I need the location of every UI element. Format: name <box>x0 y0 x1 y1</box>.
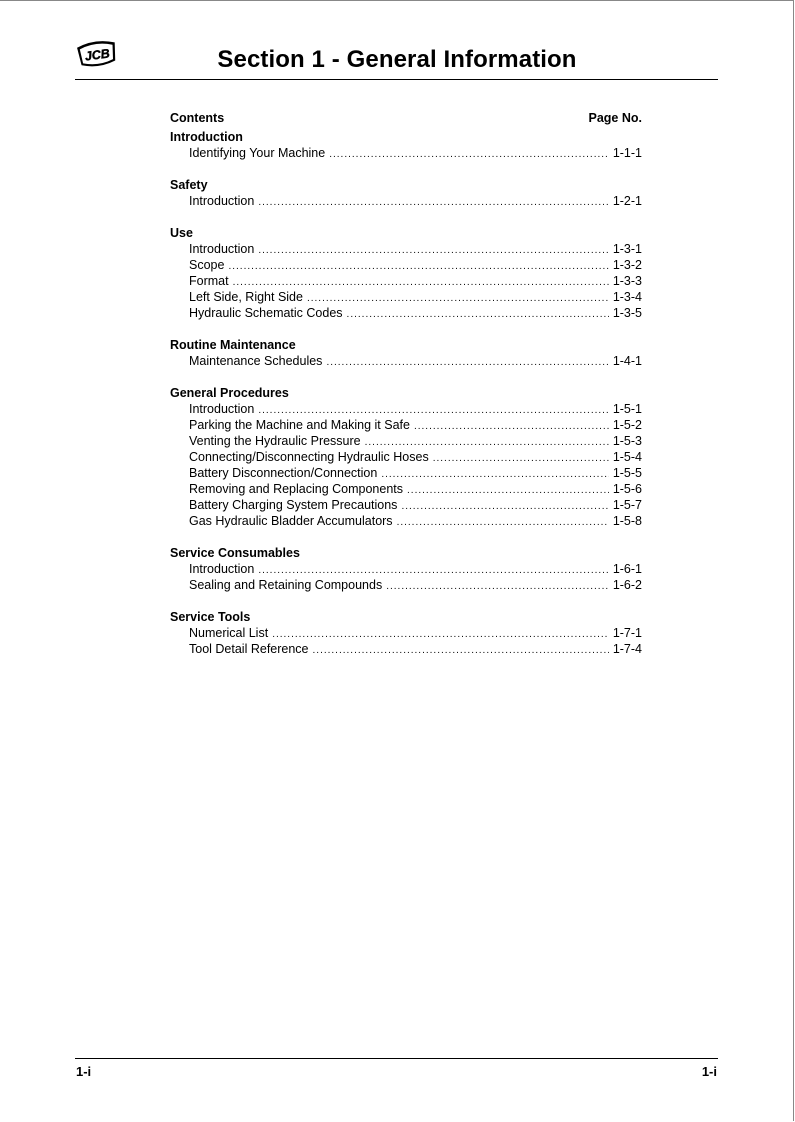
toc-entry-page: 1-6-1 <box>612 562 642 576</box>
toc-entry[interactable] <box>170 497 642 513</box>
dot-leader <box>414 419 609 433</box>
toc-entry-label: Parking the Machine and Making it Safe <box>189 418 410 432</box>
toc-entry[interactable] <box>170 561 642 577</box>
toc-entry-page: 1-3-1 <box>612 242 642 256</box>
toc-entry-label: Introduction <box>189 242 255 256</box>
toc-entry-label: Removing and Replacing Components <box>189 482 404 496</box>
toc-section-title: Safety <box>170 178 208 192</box>
toc-entry[interactable] <box>170 625 642 641</box>
toc-header <box>170 110 642 126</box>
dot-leader <box>258 195 608 209</box>
toc-entry-label: Maintenance Schedules <box>189 354 323 368</box>
dot-leader <box>401 499 608 513</box>
toc-entry-page: 1-6-2 <box>612 578 642 592</box>
logo-text: JCB <box>83 46 111 64</box>
toc-entry-page: 1-5-2 <box>612 418 642 432</box>
toc-entry-label: Hydraulic Schematic Codes <box>189 306 343 320</box>
toc-section-title: Service Consumables <box>170 546 300 560</box>
toc-entry-page: 1-5-8 <box>612 514 642 528</box>
page-title: Section 1 - General Information <box>217 46 577 73</box>
toc-entry-label: Connecting/Disconnecting Hydraulic Hoses <box>189 450 429 464</box>
toc-entry-label: Tool Detail Reference <box>189 642 309 656</box>
dot-leader <box>228 259 608 273</box>
dot-leader <box>386 579 609 593</box>
toc-entry[interactable] <box>170 193 642 209</box>
toc-entry-page: 1-5-3 <box>612 434 642 448</box>
toc-entry-page: 1-3-5 <box>612 306 642 320</box>
toc-entry[interactable] <box>170 465 642 481</box>
toc-entry-page: 1-5-6 <box>612 482 642 496</box>
toc-section <box>170 177 642 209</box>
toc-entry[interactable] <box>170 417 642 433</box>
toc-entry-page: 1-4-1 <box>612 354 642 368</box>
toc-entry[interactable] <box>170 401 642 417</box>
toc-entry-label: Introduction <box>189 402 255 416</box>
toc-section <box>170 337 642 369</box>
toc-entry[interactable] <box>170 289 642 305</box>
toc-entry-page: 1-7-1 <box>612 626 642 640</box>
toc-entry[interactable] <box>170 641 642 657</box>
contents-label: Contents <box>170 111 225 125</box>
toc-entry[interactable] <box>170 273 642 289</box>
toc-entry-label: Left Side, Right Side <box>189 290 303 304</box>
dot-leader <box>233 275 609 289</box>
toc-section-title: Use <box>170 226 193 240</box>
toc-section <box>170 545 642 593</box>
footer-rule <box>75 1058 718 1059</box>
footer-page-number-right: 1-i <box>701 1064 717 1079</box>
toc-entry[interactable] <box>170 481 642 497</box>
dot-leader <box>272 627 609 641</box>
toc-entry-label: Venting the Hydraulic Pressure <box>189 434 361 448</box>
dot-leader <box>381 467 609 481</box>
toc-entry-page: 1-1-1 <box>612 146 642 160</box>
dot-leader <box>407 483 609 497</box>
toc-entry-label: Introduction <box>189 194 255 208</box>
toc-entry-page: 1-5-5 <box>612 466 642 480</box>
toc-entry[interactable] <box>170 257 642 273</box>
toc-entry[interactable] <box>170 449 642 465</box>
toc-section-title: Routine Maintenance <box>170 338 296 352</box>
toc-section <box>170 225 642 321</box>
dot-leader <box>347 307 609 321</box>
toc-section <box>170 129 642 161</box>
toc-entry-label: Sealing and Retaining Compounds <box>189 578 383 592</box>
toc-section-title: Service Tools <box>170 610 251 624</box>
dot-leader <box>258 243 608 257</box>
toc-entry-label: Gas Hydraulic Bladder Accumulators <box>189 514 393 528</box>
toc-entry-label: Numerical List <box>189 626 269 640</box>
toc-section-title: General Procedures <box>170 386 289 400</box>
toc-entry[interactable] <box>170 513 642 529</box>
toc-entry[interactable] <box>170 353 642 369</box>
toc-section <box>170 609 642 657</box>
dot-leader <box>397 515 609 529</box>
toc-entry-page: 1-3-4 <box>612 290 642 304</box>
dot-leader <box>365 435 609 449</box>
toc-entry-label: Battery Disconnection/Connection <box>189 466 378 480</box>
toc-entry-label: Scope <box>189 258 225 272</box>
toc-entry-page: 1-7-4 <box>612 642 642 656</box>
dot-leader <box>258 403 608 417</box>
toc-entry-label: Identifying Your Machine <box>189 146 326 160</box>
toc-entry-page: 1-3-2 <box>612 258 642 272</box>
toc-entry-label: Introduction <box>189 562 255 576</box>
toc-entry-page: 1-3-3 <box>612 274 642 288</box>
toc-entry[interactable] <box>170 577 642 593</box>
toc-entry[interactable] <box>170 305 642 321</box>
toc-section-title: Introduction <box>170 130 243 144</box>
toc-entry[interactable] <box>170 433 642 449</box>
toc-entry[interactable] <box>170 241 642 257</box>
dot-leader <box>313 643 609 657</box>
table-of-contents <box>170 110 642 673</box>
toc-sections <box>170 129 642 657</box>
dot-leader <box>326 355 608 369</box>
page-number-label: Page No. <box>588 111 642 125</box>
dot-leader <box>258 563 608 577</box>
dot-leader <box>433 451 609 465</box>
toc-entry-label: Battery Charging System Precautions <box>189 498 398 512</box>
toc-entry-page: 1-5-7 <box>612 498 642 512</box>
dot-leader <box>307 291 609 305</box>
dot-leader <box>329 147 609 161</box>
toc-entry-label: Format <box>189 274 229 288</box>
title-rule <box>75 79 718 80</box>
toc-section <box>170 385 642 529</box>
toc-entry-page: 1-2-1 <box>612 194 642 208</box>
toc-entry[interactable] <box>170 145 642 161</box>
footer-page-number-left: 1-i <box>76 1064 92 1079</box>
toc-entry-page: 1-5-1 <box>612 402 642 416</box>
toc-entry-page: 1-5-4 <box>612 450 642 464</box>
